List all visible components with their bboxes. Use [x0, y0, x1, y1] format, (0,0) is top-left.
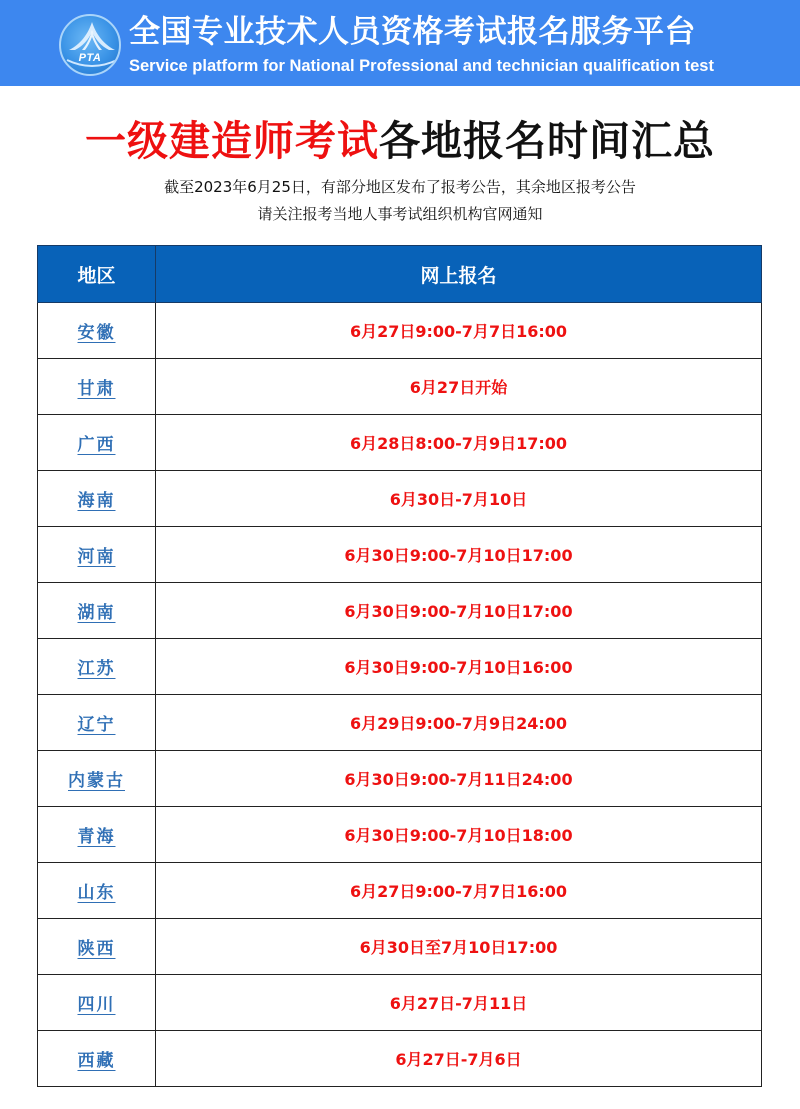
- table-row: [38, 639, 762, 695]
- table-row: [38, 359, 762, 415]
- region-cell: [38, 471, 156, 527]
- site-banner: [0, 0, 800, 86]
- table-row: [38, 471, 762, 527]
- region-cell: [38, 695, 156, 751]
- logo-text: PTA: [78, 52, 102, 64]
- region-cell: [38, 527, 156, 583]
- registration-period: 6月30日-7月10日: [389, 490, 528, 509]
- notice-line-2: 请关注报考当地人事考试组织机构官网通知: [257, 205, 543, 223]
- region-cell: [38, 639, 156, 695]
- table-row: [38, 863, 762, 919]
- registration-period-cell: [156, 359, 762, 415]
- registration-period-cell: [156, 527, 762, 583]
- registration-period-cell: [156, 303, 762, 359]
- registration-period: 6月27日-7月11日: [389, 994, 528, 1013]
- registration-period-cell: [156, 471, 762, 527]
- region-cell: [38, 919, 156, 975]
- region-link[interactable]: 陕西: [77, 939, 116, 959]
- page-title-highlight: 一级建造师考试: [85, 117, 379, 165]
- column-header-region: 地区: [38, 246, 156, 303]
- table-row: [38, 1031, 762, 1087]
- registration-period: 6月30日9:00-7月11日24:00: [344, 770, 573, 789]
- column-header-online-registration: 网上报名: [156, 246, 762, 303]
- region-link[interactable]: 湖南: [77, 603, 116, 623]
- region-link[interactable]: 安徽: [77, 323, 116, 343]
- region-cell: [38, 359, 156, 415]
- table-row: [38, 527, 762, 583]
- registration-period-cell: [156, 751, 762, 807]
- region-link[interactable]: 内蒙古: [68, 771, 125, 791]
- region-cell: [38, 863, 156, 919]
- registration-period: 6月29日9:00-7月9日24:00: [349, 714, 568, 733]
- table-row: [38, 583, 762, 639]
- table-row: [38, 807, 762, 863]
- registration-period: 6月27日9:00-7月7日16:00: [349, 322, 568, 341]
- region-link[interactable]: 江苏: [77, 659, 116, 679]
- registration-period-cell: [156, 639, 762, 695]
- registration-period-cell: [156, 415, 762, 471]
- region-cell: [38, 1031, 156, 1087]
- table-row: [38, 751, 762, 807]
- region-link[interactable]: 海南: [77, 491, 116, 511]
- table-row: [38, 695, 762, 751]
- table-row: [38, 919, 762, 975]
- table-row: [38, 415, 762, 471]
- region-link[interactable]: 甘肃: [77, 379, 116, 399]
- region-link[interactable]: 山东: [77, 883, 116, 903]
- registration-period-cell: [156, 695, 762, 751]
- registration-period: 6月30日9:00-7月10日16:00: [344, 658, 573, 677]
- platform-subtitle: Service platform for National Professional and technician qualification test: [129, 57, 714, 75]
- registration-period: 6月30日9:00-7月10日18:00: [344, 826, 573, 845]
- table-row: [38, 303, 762, 359]
- registration-period-cell: [156, 583, 762, 639]
- registration-period: 6月27日9:00-7月7日16:00: [349, 882, 568, 901]
- table-body: [38, 303, 762, 1087]
- region-cell: [38, 975, 156, 1031]
- registration-period-cell: [156, 975, 762, 1031]
- region-link[interactable]: 四川: [77, 995, 116, 1015]
- registration-table: [37, 245, 762, 1087]
- notice-line-1: 截至2023年6月25日，有部分地区发布了报考公告，其余地区报考公告: [164, 178, 636, 196]
- page-title-rest: 各地报名时间汇总: [379, 117, 715, 165]
- region-cell: [38, 583, 156, 639]
- platform-title: 全国专业技术人员资格考试报名服务平台: [129, 14, 696, 50]
- registration-period: 6月27日开始: [409, 378, 508, 397]
- registration-period: 6月30日9:00-7月10日17:00: [344, 546, 573, 565]
- page-title: [0, 108, 800, 167]
- region-link[interactable]: 河南: [77, 547, 116, 567]
- pta-logo-icon: [59, 14, 121, 76]
- region-cell: [38, 415, 156, 471]
- region-link[interactable]: 广西: [77, 435, 116, 455]
- registration-period: 6月30日9:00-7月10日17:00: [344, 602, 573, 621]
- registration-period-cell: [156, 863, 762, 919]
- table-row: [38, 975, 762, 1031]
- region-link[interactable]: 西藏: [77, 1051, 116, 1071]
- logo-arch-icon: [61, 16, 121, 76]
- table-header-row: [38, 246, 762, 303]
- region-link[interactable]: 青海: [77, 827, 116, 847]
- region-cell: [38, 751, 156, 807]
- region-cell: [38, 303, 156, 359]
- registration-period: 6月27日-7月6日: [395, 1050, 522, 1069]
- registration-period: 6月30日至7月10日17:00: [359, 938, 558, 957]
- registration-period: 6月28日8:00-7月9日17:00: [349, 434, 568, 453]
- registration-period-cell: [156, 1031, 762, 1087]
- region-cell: [38, 807, 156, 863]
- registration-period-cell: [156, 919, 762, 975]
- registration-period-cell: [156, 807, 762, 863]
- region-link[interactable]: 辽宁: [77, 715, 116, 735]
